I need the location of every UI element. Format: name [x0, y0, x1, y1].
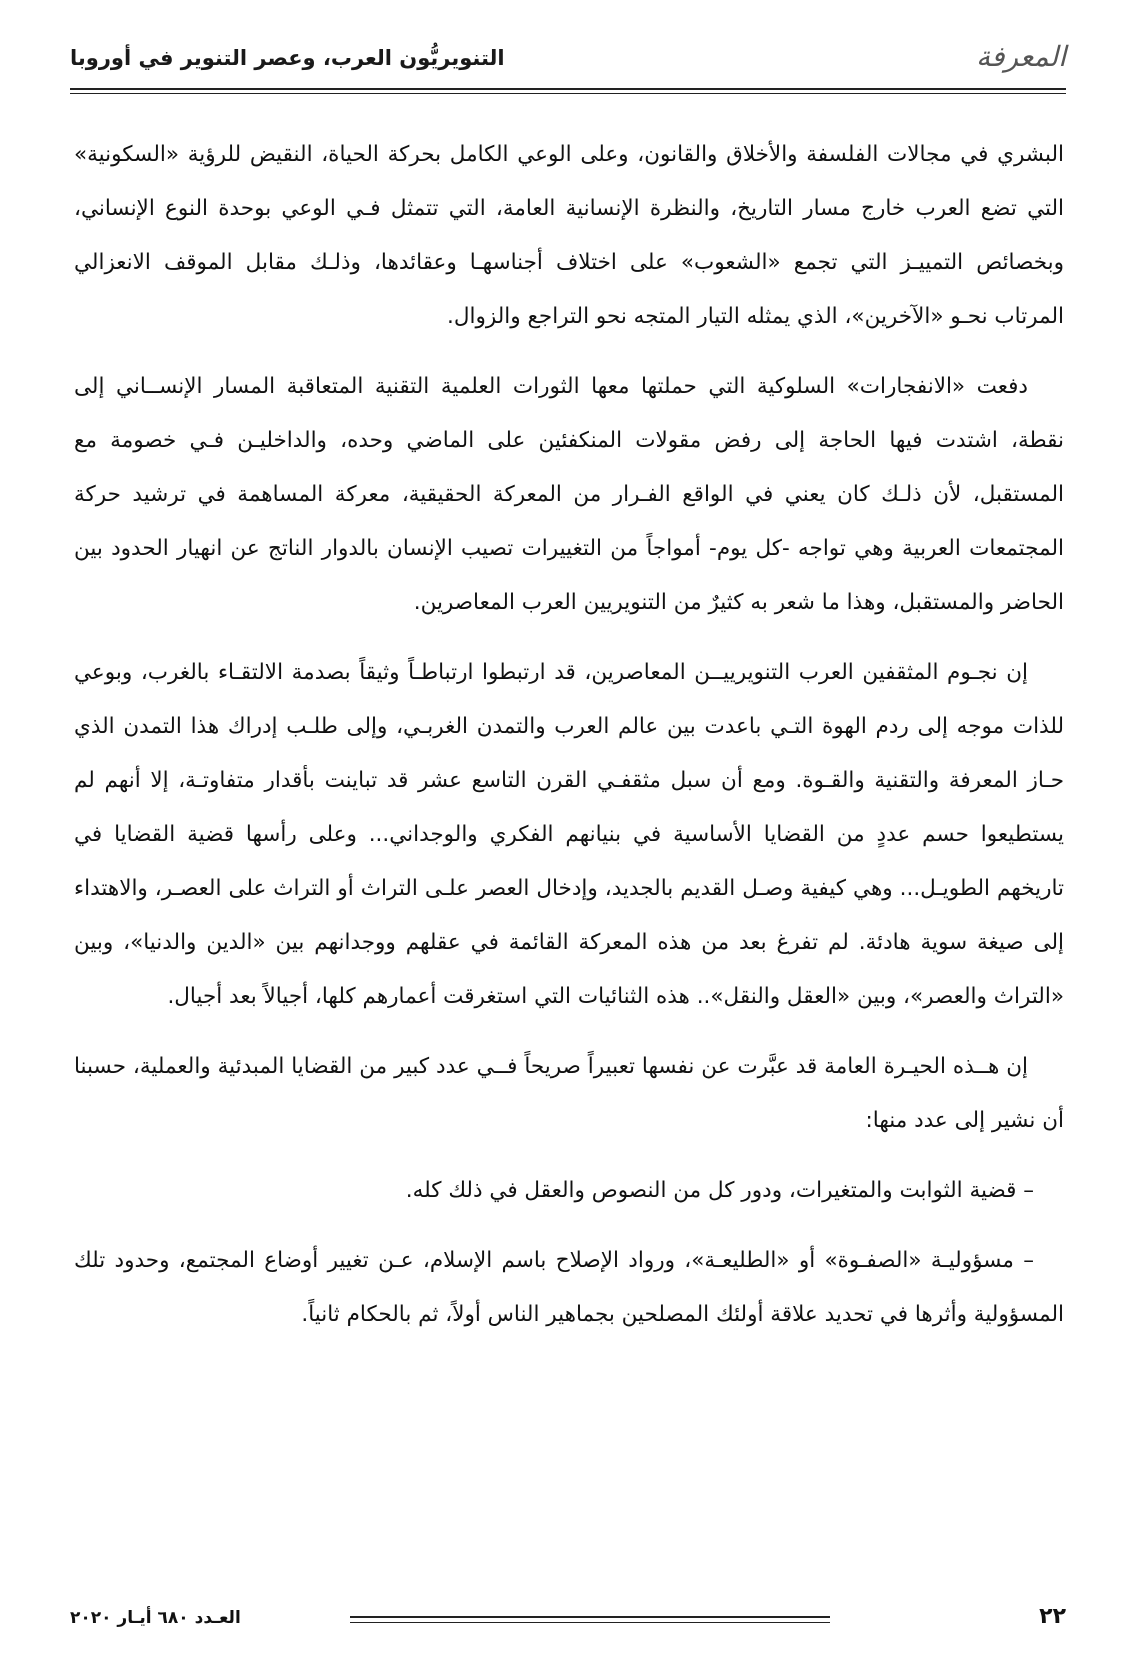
paragraph-1: البشري في مجالات الفلسفة والأخلاق والقانون، وعلى الوعي الكامل بحركة الحياة، النقيض للرؤية «السكونية» التي تضع العرب خارج مسار التاريخ، والنظرة الإنسانية العامة، التي تتمثل فـي الوعي بوحدة النوع الإنساني، وبخصائص التمييـز التي تجمع «الشعوب» على اختلاف أجناسهـا وعقائدها، وذلـك مقابل الموقف الانعزالي المرتاب نحـو «الآخرين»، الذي يمثله التيار المتجه نحو التراجع والزوال.	[74, 142, 1064, 329]
running-title: التنويريُّون العرب، وعصر التنوير في أوروبا	[70, 46, 505, 70]
paragraph-3: إن نجـوم المثقفين العرب التنويرييــن المعاصرين، قد ارتبطوا ارتباطـاً وثيقاً بصدمة الالتقـاء بالغرب، وبوعي للذات موجه إلى ردم الهوة التـي باعدت بين عالم العرب والتمدن الغربـي، وإلى طلـب إدراك هذا التمدن الذي حـاز المعرفة والتقنية والقـوة. ومع أن سبل مثقفـي القرن التاسع عشر قد تباينت بأقدار متفاوتـة، إلا أنهم لم يستطيعوا حسم عددٍ من القضايا الأساسية في بنيانهم الفكري والوجداني... وعلى رأسها قضية القضايا في تاريخهم الطويـل... وهي كيفية وصـل القديم بالجديد، وإدخال العصر علـى التراث أو التراث على العصـر، والاهتداء إلى صيغة سوية هادئة. لم تفرغ بعد من هذه المعركة القائمة في عقلهم ووجدانهم بين «الدين والدنيا»، وبين «التراث والعصر»، وبين «العقل والنقل».. هذه الثنائيات التي استغرقت أعمارهم كلها، أجيالاً بعد أجيال.	[74, 660, 1064, 1009]
issue-info: العـدد ٦٨٠ أيـار ٢٠٢٠	[70, 1608, 241, 1628]
bullet-item-2: – مسؤوليـة «الصفـوة» أو «الطليعـة»، ورواد الإصلاح باسم الإسلام، عـن تغيير أوضاع المجتمع، وحدود تلك المسؤولية وأثرها في تحديد علاقة أولئك المصلحين بجماهير الناس أولاً، ثم بالحكام ثانياً.	[74, 1248, 1064, 1327]
header-divider-thin	[70, 93, 1066, 94]
journal-logo: المعرفة	[976, 40, 1066, 73]
page-footer	[70, 1600, 1066, 1640]
article-body	[74, 128, 1064, 1358]
paragraph-2: دفعت «الانفجارات» السلوكية التي حملتها معها الثورات العلمية التقنية المتعاقبة المسار الإنســاني إلى نقطة، اشتدت فيها الحاجة إلى رفض مقولات المنكفئين على الماضي وحده، والداخليـن فـي خصومة مع المستقبل، لأن ذلـك كان يعني في الواقع الفـرار من المعركة الحقيقية، معركة المساهمة في ترشيد حركة المجتمعات العربية وهي تواجه -كل يوم- أمواجاً من التغييرات تصيب الإنسان بالدوار الناتج عن انهيار الحدود بين الحاضر والمستقبل، وهذا ما شعر به كثيرٌ من التنويريين العرب المعاصرين.	[74, 374, 1064, 615]
paragraph-4: إن هــذه الحيـرة العامة قد عبَّرت عن نفسها تعبيراً صريحاً فــي عدد كبير من القضايا المبدئية والعملية، حسبنا أن نشير إلى عدد منها:	[74, 1054, 1064, 1133]
header-divider	[70, 88, 1066, 90]
footer-divider	[350, 1616, 830, 1618]
page-number: ٢٢	[1039, 1604, 1066, 1629]
footer-divider-thin	[350, 1622, 830, 1623]
page-header	[70, 38, 1066, 84]
bullet-item-1: – قضية الثوابت والمتغيرات، ودور كل من النصوص والعقل في ذلك كله.	[405, 1178, 1034, 1203]
